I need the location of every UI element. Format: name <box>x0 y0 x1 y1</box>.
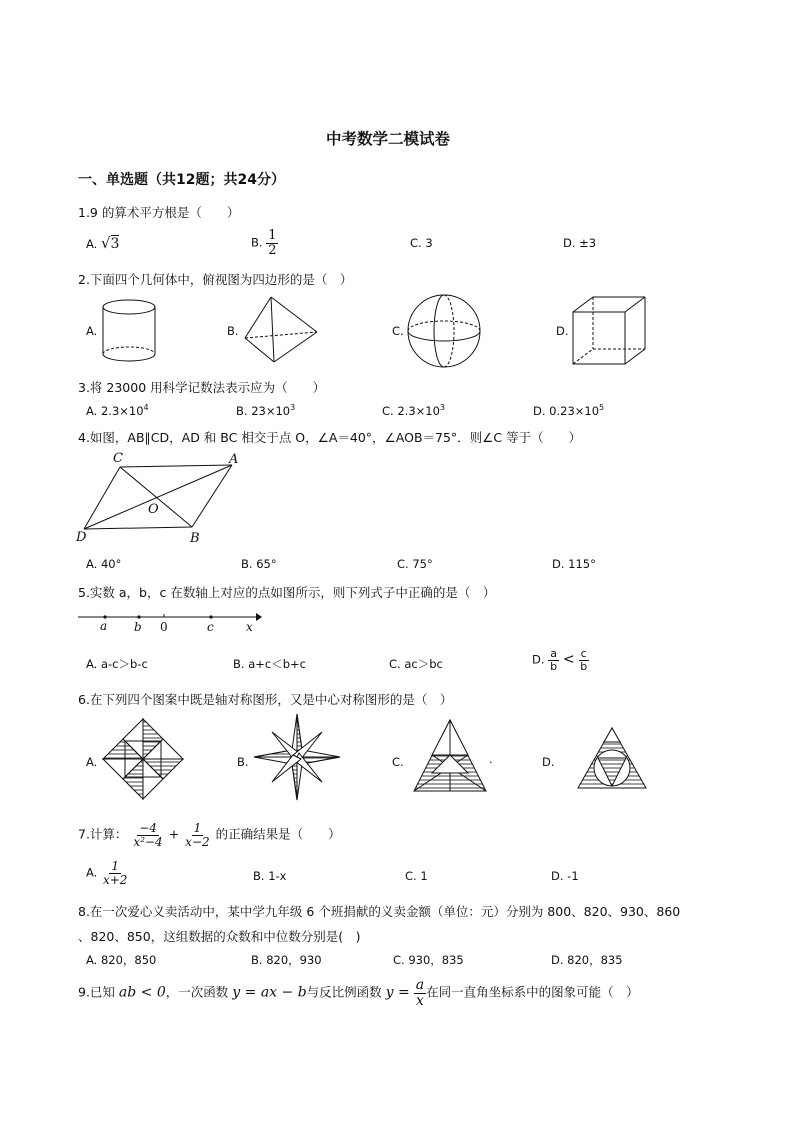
q2-option-b: B. <box>227 324 239 338</box>
question-8-stem-line-1: 8.在一次爱心义卖活动中，某中学九年级 6 个班捐献的义卖金额（单位：元）分别为 800、820、930、860 <box>78 904 681 919</box>
label-O: O <box>148 502 159 517</box>
q7-plus: + <box>168 826 180 842</box>
q7-stem-suffix: 的正确结果是（ ） <box>215 826 341 842</box>
q2-option-a: A. <box>86 324 98 338</box>
q8-option-d: D. 820，835 <box>551 953 623 967</box>
question-8-stem-line-2: 、820、850，这组数据的众数和中位数分别是( ) <box>78 929 361 944</box>
q7-num2: 1 <box>193 821 202 835</box>
q1-option-b-fraction <box>266 229 278 257</box>
q3-b-base: B. 23×10 <box>236 403 291 418</box>
q9-inverse-den: x <box>415 992 424 1009</box>
q1-option-a <box>86 234 119 252</box>
cube-icon <box>572 296 648 366</box>
q7-fraction-1 <box>131 822 164 848</box>
q9-text-1: ，一次函数 <box>165 984 229 1000</box>
axis-label-c: c <box>207 620 214 634</box>
question-1-stem: 1.9 的算术平方根是（ ） <box>78 205 240 220</box>
q7-option-a <box>86 860 129 886</box>
page-title: 中考数学二模试卷 <box>326 130 451 148</box>
q5-d-fraction-1 <box>548 648 559 672</box>
axis-label-x: x <box>246 620 253 634</box>
q3-option-a <box>86 403 149 418</box>
q7-option-c: C. 1 <box>405 869 428 883</box>
q7-fraction-2 <box>183 822 211 848</box>
q6-option-d: D. <box>542 755 555 769</box>
q4-option-b: B. 65° <box>241 557 277 571</box>
q6-option-c: C. <box>392 755 404 769</box>
q1-option-c: C. 3 <box>410 236 433 250</box>
q9-linear-function: y = ax − b <box>232 984 307 1001</box>
q3-d-base: D. 0.23×10 <box>533 403 600 418</box>
q2-option-d: D. <box>556 324 569 338</box>
q7-option-d: D. -1 <box>551 869 579 883</box>
q5-option-d <box>532 648 589 672</box>
axis-label-zero: 0 <box>160 620 168 634</box>
eight-point-star-icon <box>252 712 342 802</box>
question-7-stem <box>78 822 341 848</box>
q5-d-fraction-2 <box>578 648 589 672</box>
axis-label-a: a <box>100 619 108 633</box>
q4-option-a: A. 40° <box>86 557 122 571</box>
q5-option-b: B. a+c＜b+c <box>233 657 306 671</box>
q6-option-b: B. <box>237 755 249 769</box>
q3-option-b <box>236 403 295 418</box>
tetrahedron-icon <box>241 296 321 366</box>
q3-c-base: C. 2.3×10 <box>382 403 440 418</box>
q7-den2: x−2 <box>185 834 210 849</box>
label-C: C <box>113 451 123 466</box>
q5-d-num1: a <box>550 647 558 660</box>
q7-stem-prefix: 7.计算： <box>78 826 128 842</box>
q3-option-c <box>382 403 445 418</box>
q8-option-c: C. 930，835 <box>393 953 464 967</box>
q7-a-letter: A. <box>86 865 98 880</box>
q9-suffix: 在同一直角坐标系中的图象可能（ ） <box>426 984 639 1000</box>
q1-option-a-letter: A. <box>86 237 98 251</box>
pinwheel-icon <box>100 716 186 802</box>
cylinder-icon <box>100 298 162 366</box>
q7-a-fraction <box>101 860 129 886</box>
q7-num1: −4 <box>139 821 157 835</box>
question-6-stem: 6.在下列四个图案中既是轴对称图形，又是中心对称图形的是（ ） <box>78 692 453 707</box>
q7-den1: x²−4 <box>133 834 163 849</box>
q7-a-den: x+2 <box>102 872 128 887</box>
q9-prefix: 9.已知 <box>78 984 115 1000</box>
q8-option-a: A. 820，850 <box>86 953 157 967</box>
question-4-stem: 4.如图，AB∥CD，AD 和 BC 相交于点 O，∠A＝40°，∠AOB＝75°．则∠C 等于（ ） <box>78 430 582 445</box>
q3-option-d <box>533 403 604 418</box>
q5-d-less-than: < <box>562 651 575 668</box>
hatched-triangle-icon <box>412 718 488 794</box>
sphere-icon <box>404 294 484 368</box>
section-heading: 一、单选题（共12题；共24分） <box>78 172 285 188</box>
label-A: A <box>229 452 239 467</box>
q4-option-d: D. 115° <box>552 557 596 571</box>
q9-inverse-fraction <box>414 978 426 1008</box>
q1-b-denominator: 2 <box>268 242 277 258</box>
q5-option-c: C. ac＞bc <box>389 657 443 671</box>
q1-option-a-value: 3 <box>110 236 120 252</box>
q6-option-c-dot: . <box>489 752 493 766</box>
q7-a-num: 1 <box>111 859 120 873</box>
question-9-stem <box>78 978 639 1008</box>
question-2-stem: 2.下面四个几何体中，俯视图为四边形的是（ ） <box>78 272 353 287</box>
question-3-stem: 3.将 23000 用科学记数法表示应为（ ） <box>78 380 326 395</box>
label-B: B <box>190 531 200 546</box>
q1-b-numerator: 1 <box>268 228 277 243</box>
q3-c-exp: 3 <box>439 403 445 412</box>
q1-option-d: D. ±3 <box>563 236 597 250</box>
q3-b-exp: 3 <box>290 403 296 412</box>
q9-inverse-num: a <box>415 977 425 993</box>
q5-d-den1: b <box>550 659 558 673</box>
axis-label-b: b <box>134 620 142 634</box>
q5-option-a: A. a-c＞b-c <box>86 657 148 671</box>
q4-option-c: C. 75° <box>397 557 433 571</box>
q7-option-b: B. 1-x <box>253 869 287 883</box>
label-D: D <box>76 530 87 545</box>
triangle-circle-icon <box>576 726 648 790</box>
q3-d-exp: 5 <box>599 403 605 412</box>
q5-d-den2: b <box>580 659 588 673</box>
parallel-lines-figure <box>74 450 244 550</box>
q9-condition: ab < 0 <box>118 984 166 1001</box>
q6-option-a: A. <box>86 755 98 769</box>
q9-inverse-y: y = <box>385 984 410 1001</box>
q1-option-b <box>251 229 278 257</box>
q2-option-c: C. <box>392 324 404 338</box>
q5-d-letter: D. <box>532 652 545 667</box>
sqrt-icon: √ <box>100 234 111 252</box>
q8-option-b: B. 820，930 <box>251 953 322 967</box>
q3-a-base: A. 2.3×10 <box>86 403 144 418</box>
q3-a-exp: 4 <box>143 403 149 412</box>
q1-option-b-letter: B. <box>251 235 263 250</box>
q9-text-2: 与反比例函数 <box>306 984 382 1000</box>
question-5-stem: 5.实数 a，b，c 在数轴上对应的点如图所示，则下列式子中正确的是（ ） <box>78 585 496 600</box>
q5-d-num2: c <box>580 647 587 660</box>
